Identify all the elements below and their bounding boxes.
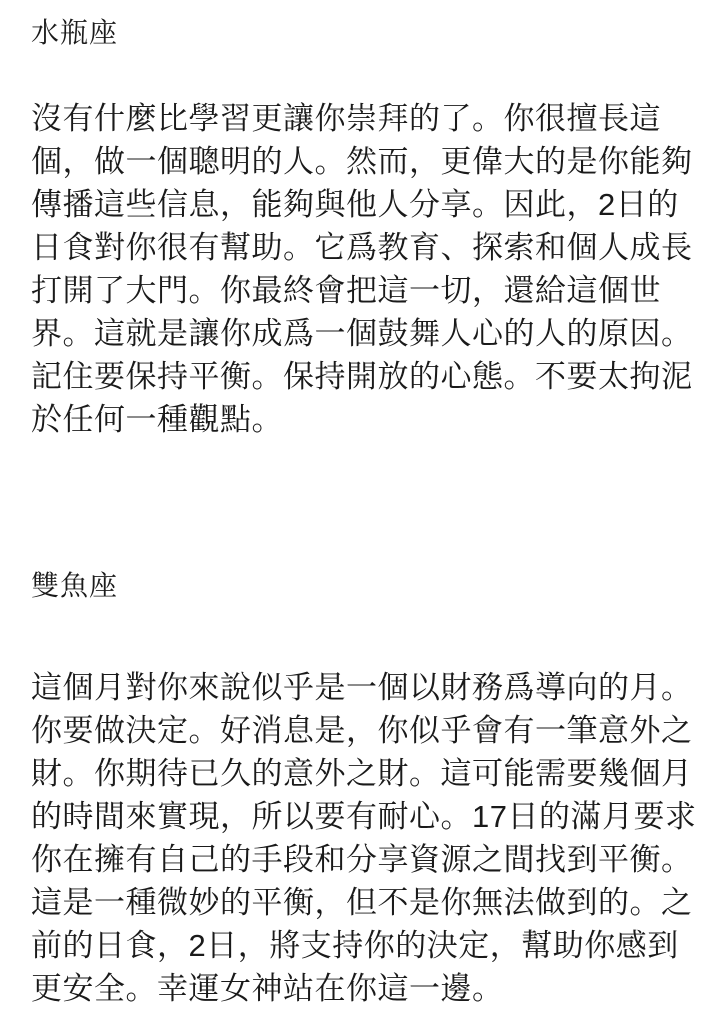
paragraph-line: 記住要保持平衡。保持開放的心態。不要太拘泥 bbox=[31, 359, 693, 394]
paragraph-line: 打開了大門。你最終會把這一切，還給這個世 bbox=[31, 273, 661, 308]
paragraph-line: 日食對你很有幫助。它爲教育、探索和個人成長 bbox=[31, 230, 693, 265]
paragraph-line: 更安全。幸運女神站在你這一邊。 bbox=[31, 971, 504, 1006]
paragraph-line: 個，做一個聰明的人。然而，更偉大的是你能夠 bbox=[31, 144, 693, 179]
paragraph-aquarius bbox=[31, 97, 693, 441]
paragraph-line: 前的日食，2日，將支持你的決定，幫助你感到 bbox=[31, 928, 679, 963]
paragraph-line: 這是一種微妙的平衡，但不是你無法做到的。之 bbox=[31, 885, 693, 920]
paragraph-line: 界。這就是讓你成爲一個鼓舞人心的人的原因。 bbox=[31, 316, 693, 351]
paragraph-line: 於任何一種觀點。 bbox=[31, 402, 283, 437]
paragraph-line: 的時間來實現，所以要有耐心。17日的滿月要求 bbox=[31, 799, 697, 834]
section-heading-pisces: 雙魚座 bbox=[31, 570, 119, 601]
section-aquarius bbox=[31, 16, 693, 441]
paragraph-line: 沒有什麼比學習更讓你崇拜的了。你很擅長這 bbox=[31, 101, 661, 136]
paragraph-pisces bbox=[31, 666, 697, 1010]
paragraph-line: 財。你期待已久的意外之財。這可能需要幾個月 bbox=[31, 756, 693, 791]
paragraph-line: 你要做決定。好消息是，你似乎會有一筆意外之 bbox=[31, 713, 693, 748]
paragraph-line: 傳播這些信息，能夠與他人分享。因此，2日的 bbox=[31, 187, 679, 222]
section-pisces bbox=[31, 569, 697, 1010]
paragraph-line: 你在擁有自己的手段和分享資源之間找到平衡。 bbox=[31, 842, 693, 877]
section-heading-aquarius: 水瓶座 bbox=[31, 17, 119, 48]
paragraph-line: 這個月對你來說似乎是一個以財務爲導向的月。 bbox=[31, 670, 693, 705]
